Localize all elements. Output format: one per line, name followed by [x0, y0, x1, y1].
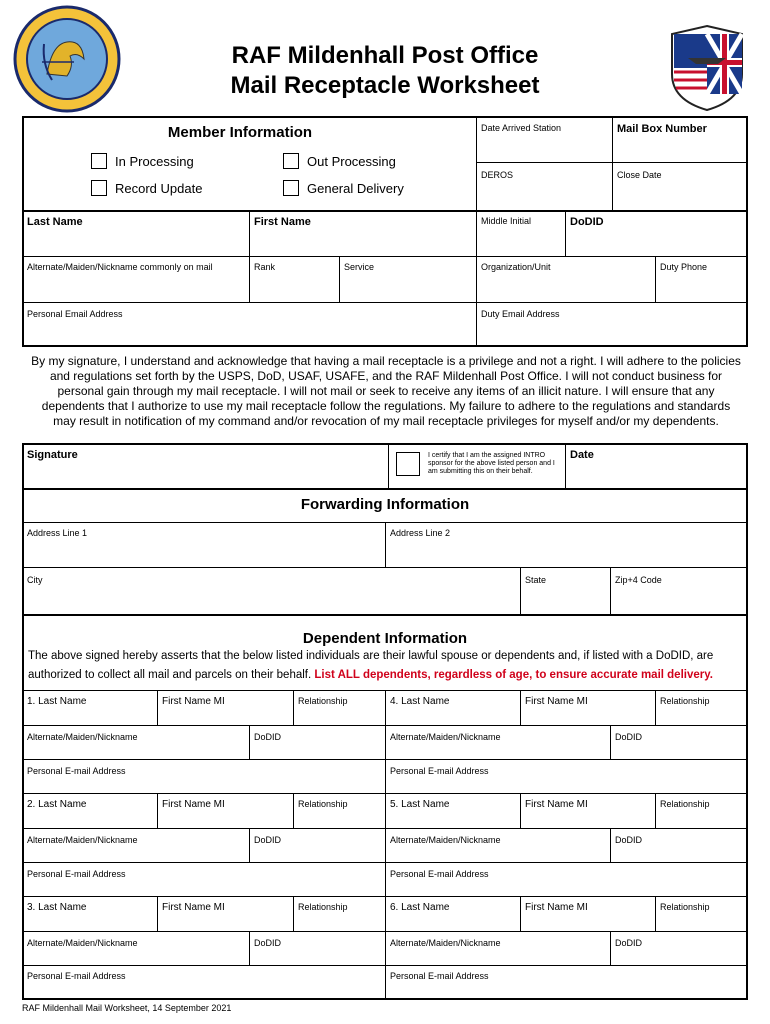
out-processing-checkbox[interactable]: [283, 153, 299, 169]
signature-block: [22, 443, 748, 490]
member-info-block: [22, 116, 748, 347]
squadron-logo: [12, 4, 122, 114]
middle-initial-field[interactable]: Middle Initial: [481, 216, 532, 226]
dep6-dodid-field[interactable]: DoDID: [615, 938, 643, 948]
intro-sponsor-checkbox[interactable]: [396, 452, 420, 476]
dep5-email-field[interactable]: Personal E-mail Address: [390, 869, 489, 879]
dep3-relationship-field[interactable]: Relationship: [298, 902, 348, 912]
dep5-last-name-field[interactable]: 5. Last Name: [390, 799, 450, 810]
dependents-heading: Dependent Information: [302, 630, 468, 647]
dep6-last-name-field[interactable]: 6. Last Name: [390, 902, 450, 913]
dep6-alternate-field[interactable]: Alternate/Maiden/Nickname: [390, 938, 501, 948]
out-processing-label: Out Processing: [307, 154, 396, 169]
dep3-last-name-field[interactable]: 3. Last Name: [27, 902, 87, 913]
dep2-first-name-field[interactable]: First Name MI: [162, 799, 225, 810]
member-dodid-field[interactable]: DoDID: [570, 216, 604, 228]
deros-field[interactable]: DEROS: [481, 170, 514, 180]
dep4-first-name-field[interactable]: First Name MI: [525, 696, 588, 707]
dep5-dodid-field[interactable]: DoDID: [615, 835, 643, 845]
dep4-email-field[interactable]: Personal E-mail Address: [390, 766, 489, 776]
record-update-checkbox[interactable]: [91, 180, 107, 196]
dep1-last-name-field[interactable]: 1. Last Name: [27, 696, 87, 707]
in-processing-label: In Processing: [115, 154, 194, 169]
address-line-1-field[interactable]: Address Line 1: [27, 528, 88, 538]
forwarding-heading: Forwarding Information: [300, 496, 470, 513]
general-delivery-checkbox[interactable]: [283, 180, 299, 196]
service-field[interactable]: Service: [344, 262, 375, 272]
record-update-label: Record Update: [115, 181, 203, 196]
general-delivery-label: General Delivery: [307, 181, 404, 196]
dep2-last-name-field[interactable]: 2. Last Name: [27, 799, 87, 810]
date-arrived-field[interactable]: Date Arrived Station: [481, 123, 562, 133]
alternate-name-field[interactable]: Alternate/Maiden/Nickname commonly on mail: [27, 262, 213, 272]
signature-date-field[interactable]: Date: [570, 449, 594, 461]
first-name-field[interactable]: First Name: [254, 216, 311, 228]
duty-phone-field[interactable]: Duty Phone: [660, 262, 708, 272]
dep1-relationship-field[interactable]: Relationship: [298, 696, 348, 706]
zip-field[interactable]: Zip+4 Code: [615, 575, 662, 585]
member-info-heading: Member Information: [167, 124, 313, 141]
rank-field[interactable]: Rank: [254, 262, 276, 272]
form-title-line2: Mail Receptacle Worksheet: [230, 72, 540, 99]
dependents-intro-warning: List ALL dependents, regardless of age, to ensure accurate mail delivery.: [314, 669, 713, 681]
dep2-alternate-field[interactable]: Alternate/Maiden/Nickname: [27, 835, 138, 845]
dependents-intro-text: The above signed hereby asserts that the below listed individuals are their lawful spouse or dependents and, if listed with a DoDID, are authorized to collect all mail and parcels on their behalf.: [28, 650, 714, 681]
intro-sponsor-text: I certify that I am the assigned INTRO sponsor for the above listed person and I am submitting this on their behalf.: [428, 452, 555, 475]
address-line-2-field[interactable]: Address Line 2: [390, 528, 451, 538]
dep5-alternate-field[interactable]: Alternate/Maiden/Nickname: [390, 835, 501, 845]
dep3-email-field[interactable]: Personal E-mail Address: [27, 971, 126, 981]
dep6-email-field[interactable]: Personal E-mail Address: [390, 971, 489, 981]
dep3-alternate-field[interactable]: Alternate/Maiden/Nickname: [27, 938, 138, 948]
dep1-email-field[interactable]: Personal E-mail Address: [27, 766, 126, 776]
dep1-alternate-field[interactable]: Alternate/Maiden/Nickname: [27, 732, 138, 742]
mail-box-number-field[interactable]: Mail Box Number: [617, 123, 707, 135]
dep2-relationship-field[interactable]: Relationship: [298, 799, 348, 809]
dep2-dodid-field[interactable]: DoDID: [254, 835, 282, 845]
dep3-first-name-field[interactable]: First Name MI: [162, 902, 225, 913]
signature-field[interactable]: Signature: [27, 449, 78, 461]
org-unit-field[interactable]: Organization/Unit: [481, 262, 551, 272]
in-processing-checkbox[interactable]: [91, 153, 107, 169]
dep1-dodid-field[interactable]: DoDID: [254, 732, 282, 742]
dep2-email-field[interactable]: Personal E-mail Address: [27, 869, 126, 879]
dep6-relationship-field[interactable]: Relationship: [660, 902, 710, 912]
dep4-dodid-field[interactable]: DoDID: [615, 732, 643, 742]
personal-email-field[interactable]: Personal Email Address: [27, 309, 123, 319]
dep4-last-name-field[interactable]: 4. Last Name: [390, 696, 450, 707]
dep4-relationship-field[interactable]: Relationship: [660, 696, 710, 706]
dep3-dodid-field[interactable]: DoDID: [254, 938, 282, 948]
team-mildenhall-logo: [668, 24, 746, 112]
dep6-first-name-field[interactable]: First Name MI: [525, 902, 588, 913]
form-title-line1: RAF Mildenhall Post Office: [231, 42, 539, 69]
dep5-relationship-field[interactable]: Relationship: [660, 799, 710, 809]
close-date-field[interactable]: Close Date: [617, 170, 662, 180]
form-footer: RAF Mildenhall Mail Worksheet, 14 September 2021: [22, 1003, 232, 1013]
dependents-intro: [28, 647, 742, 685]
dep4-alternate-field[interactable]: Alternate/Maiden/Nickname: [390, 732, 501, 742]
duty-email-field[interactable]: Duty Email Address: [481, 309, 560, 319]
city-field[interactable]: City: [27, 575, 43, 585]
state-field[interactable]: State: [525, 575, 547, 585]
dep1-first-name-field[interactable]: First Name MI: [162, 696, 225, 707]
last-name-field[interactable]: Last Name: [27, 216, 83, 228]
dep5-first-name-field[interactable]: First Name MI: [525, 799, 588, 810]
agreement-text: By my signature, I understand and acknowledge that having a mail receptacle is a privilege and not a right. I will adhere to the policies and regulations set forth by the USPS, DoD, USAF, USAFE, and the RAF Mildenhall Post Office. I will not conduct business for personal gain through my mail receptacle. I will not mail or seek to receive any items of an illicit nature. I will ensure that any dependents that I authorize to use my mail receptacle follow the regulations. My failure to adhere to the regulations and standards may result in notification of my command and/or revocation of my mail receptacle privileges for myself and/or my dependents.: [31, 354, 741, 428]
